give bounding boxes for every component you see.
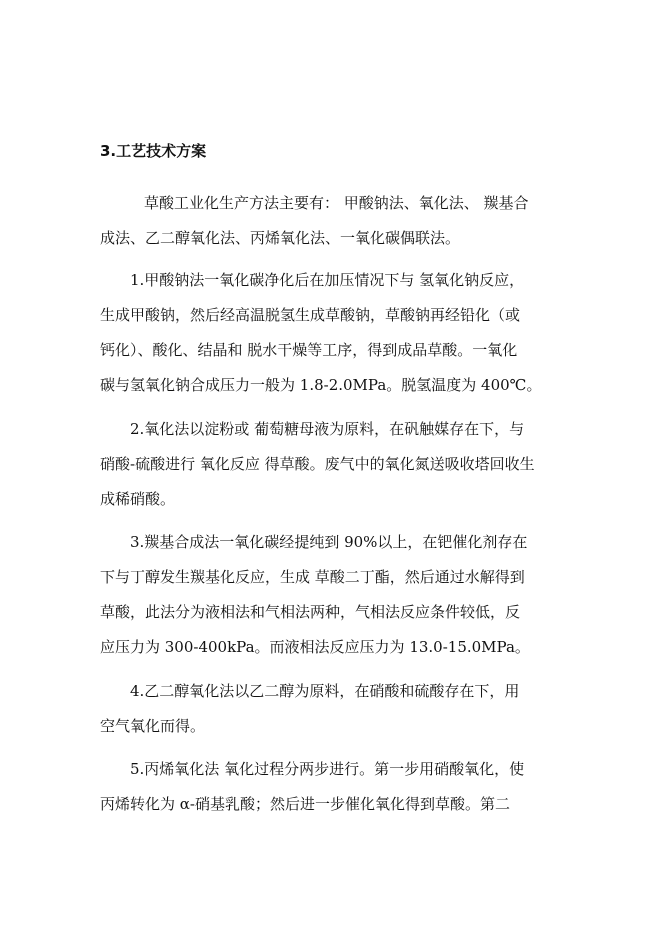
paragraph-line: 碳与氢氧化钠合成压力一般为 1.8-2.0MPa。脱氢温度为 400℃。 (100, 376, 542, 394)
paragraph-line: 草酸工业化生产方法主要有： 甲酸钠法、氧化法、 羰基合 (144, 194, 529, 212)
paragraph-carbonyl-method (100, 525, 562, 665)
paragraph-line: 5.丙烯氧化法 氧化过程分两步进行。第一步用硝酸氧化，使 (130, 760, 525, 778)
paragraph-oxidation-method (100, 412, 562, 517)
paragraph-line: 空气氧化而得。 (100, 717, 206, 735)
paragraph-line: 成法、乙二醇氧化法、丙烯氧化法、一氧化碳偶联法。 (100, 229, 461, 247)
paragraph-line: 下与丁醇发生羰基化反应，生成 草酸二丁酯，然后通过水解得到 (100, 568, 525, 586)
paragraph-line: 丙烯转化为 α-硝基乳酸；然后进一步催化氧化得到草酸。第二 (100, 795, 510, 813)
paragraph-glycol-method (100, 674, 562, 744)
paragraph-propylene-method (100, 752, 562, 822)
paragraph-line: 4.乙二醇氧化法以乙二醇为原料，在硝酸和硫酸存在下，用 (130, 682, 520, 700)
paragraph-line: 钙化）、酸化、结晶和 脱水干燥等工序，得到成品草酸。一氧化 (100, 341, 518, 359)
paragraph-line: 硝酸-硫酸进行 氧化反应 得草酸。废气中的氧化氮送吸收塔回收生 (100, 455, 535, 473)
paragraph-intro (100, 186, 562, 256)
section-heading: 3.工艺技术方案 (100, 142, 207, 160)
paragraph-line: 应压力为 300-400kPa。而液相法反应压力为 13.0-15.0MPa。 (100, 638, 530, 656)
paragraph-line: 2.氧化法以淀粉或 葡萄糖母液为原料，在矾触媒存在下，与 (130, 420, 525, 438)
paragraph-line: 生成甲酸钠，然后经高温脱氢生成草酸钠，草酸钠再经铅化（或 (100, 306, 521, 324)
paragraph-line: 草酸，此法分为液相法和气相法两种，气相法反应条件较低，反 (100, 603, 521, 621)
paragraph-line: 成稀硝酸。 (100, 490, 176, 508)
paragraph-line: 3.羰基合成法一氧化碳经提纯到 90%以上，在钯催化剂存在 (130, 533, 528, 551)
paragraph-line: 1.甲酸钠法一氧化碳净化后在加压情况下与 氢氧化钠反应， (130, 271, 525, 289)
paragraph-formate-method (100, 263, 562, 403)
